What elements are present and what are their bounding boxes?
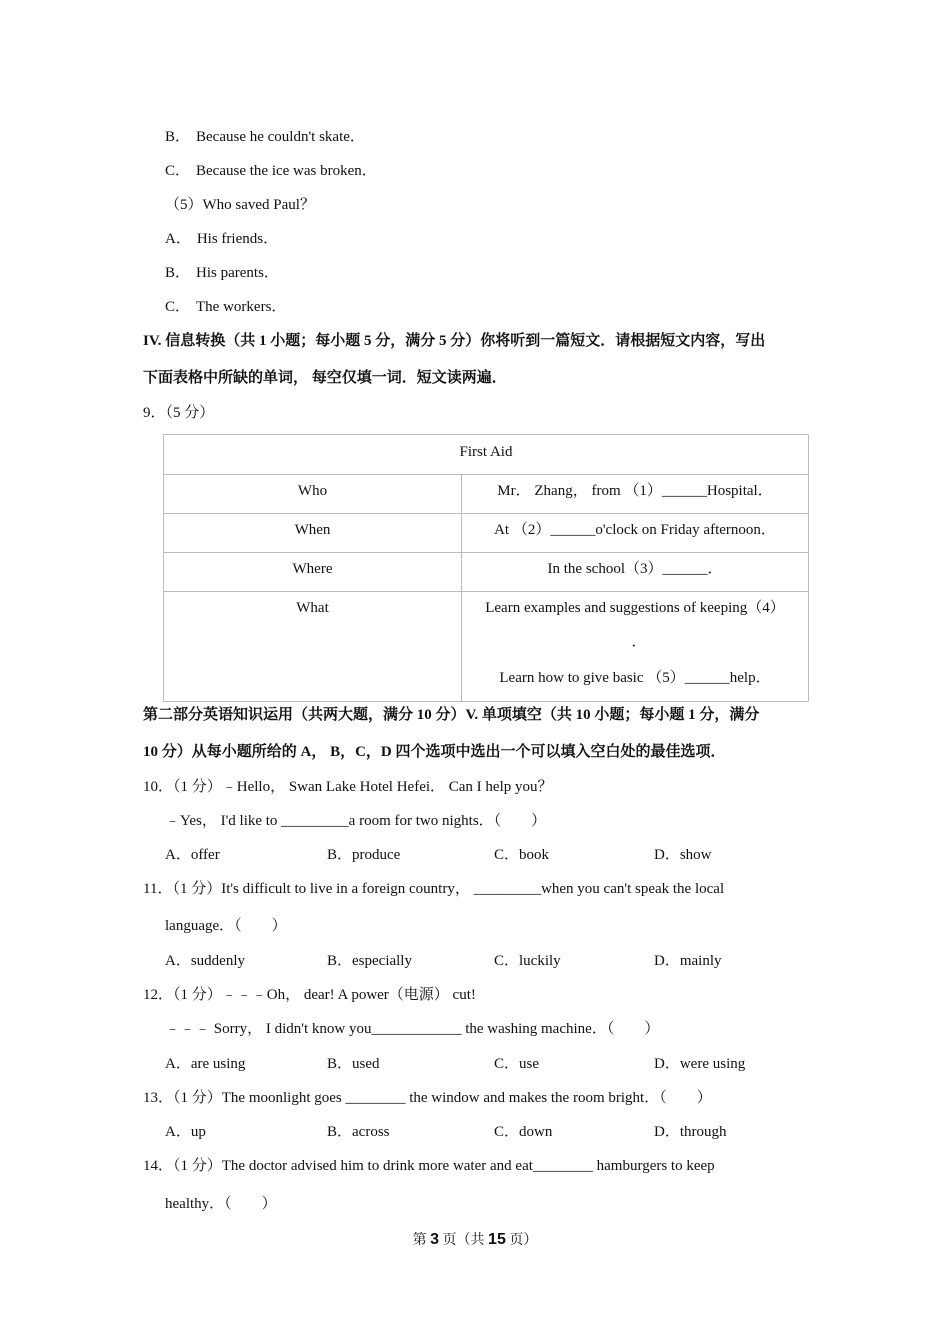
option-d[interactable]: D．mainly <box>654 953 722 969</box>
option-a[interactable]: A．suddenly <box>165 953 245 969</box>
question-stem-cont: healthy．（ ） <box>165 1196 277 1212</box>
table-value: At （2）______o'clock on Friday afternoon． <box>462 514 809 553</box>
option-b[interactable]: B．produce <box>327 847 401 863</box>
table-row <box>164 475 809 514</box>
option-b[interactable]: B．especially <box>327 953 412 969</box>
table-value: Mr． Zhang， from （1）______Hospital． <box>462 475 809 514</box>
table-label: When <box>164 514 462 553</box>
question-stem: 13．（1 分）The moonlight goes ________ the window and makes the room bright．（ ） <box>143 1090 712 1106</box>
question-stem-cont: language．（ ） <box>165 918 287 934</box>
section-heading-cont: 下面表格中所缺的单词， 每空仅填一词．短文读两遍． <box>143 370 507 386</box>
table-title-row <box>164 435 809 475</box>
option-line: C． The workers． <box>165 299 287 315</box>
option-c[interactable]: C．down <box>494 1124 553 1140</box>
option-c[interactable]: C．use <box>494 1056 540 1072</box>
table-label: Who <box>164 475 462 514</box>
question-stem-cont: ﹣﹣﹣ Sorry， I didn't know you____________ the washing machine．（ ） <box>165 1021 660 1037</box>
table-row <box>164 553 809 592</box>
option-d[interactable]: D．were using <box>654 1056 746 1072</box>
page-footer: 第 3 页（共 15 页） <box>412 1231 538 1248</box>
table-row <box>164 592 809 702</box>
option-a[interactable]: A．are using <box>165 1056 246 1072</box>
option-c[interactable]: C．luckily <box>494 953 561 969</box>
table-row <box>164 514 809 553</box>
table-value: In the school（3）______． <box>462 553 809 592</box>
option-c[interactable]: C．book <box>494 847 550 863</box>
option-a[interactable]: A．up <box>165 1124 206 1140</box>
question-stem-cont: ﹣Yes， I'd like to _________a room for two nights．（ ） <box>165 813 547 829</box>
first-aid-table <box>163 434 809 702</box>
option-line: C． Because the ice was broken． <box>165 163 377 179</box>
question-stem: 14．（1 分）The doctor advised him to drink more water and eat________ hamburgers to keep <box>143 1158 715 1174</box>
question-stem: 11．（1 分）It's difficult to live in a foreign country， _________when you can't speak the local <box>143 881 725 897</box>
question-number: 9．（5 分） <box>143 405 215 421</box>
question-stem: （5）Who saved Paul？ <box>165 197 315 213</box>
table-label: Where <box>164 553 462 592</box>
part-heading-cont: 10 分）从每小题所给的 A， B，C，D 四个选项中选出一个可以填入空白处的最佳选项． <box>143 744 726 760</box>
table-value-multi <box>462 592 809 702</box>
option-b[interactable]: B．across <box>327 1124 390 1140</box>
option-a[interactable]: A．offer <box>165 847 220 863</box>
page-total: 15 <box>488 1231 506 1248</box>
table-title: First Aid <box>164 435 809 475</box>
option-b[interactable]: B．used <box>327 1056 380 1072</box>
table-value-line: Learn examples and suggestions of keeping（4） <box>485 600 785 616</box>
page-number: 3 <box>430 1231 440 1248</box>
question-stem: 12．（1 分）﹣﹣﹣Oh， dear! A power（电源） cut! <box>143 987 476 1003</box>
table-label: What <box>164 592 462 702</box>
section-heading: IV. 信息转换（共 1 小题；每小题 5 分，满分 5 分）你将听到一篇短文．请根据短文内容，写出 <box>143 333 766 349</box>
option-line: B． Because he couldn't skate． <box>165 129 365 145</box>
question-stem: 10．（1 分）﹣Hello， Swan Lake Hotel Hefei． Can I help you？ <box>143 779 553 795</box>
part-heading: 第二部分英语知识运用（共两大题，满分 10 分）V. 单项填空（共 10 小题；每小题 1 分，满分 <box>143 707 760 723</box>
table-value-line: ． <box>631 634 647 650</box>
option-d[interactable]: D．show <box>654 847 712 863</box>
option-line: B． His parents． <box>165 265 279 281</box>
option-line: A． His friends． <box>165 231 279 247</box>
table-value-line: Learn how to give basic （5）______help． <box>499 670 771 686</box>
option-d[interactable]: D．through <box>654 1124 727 1140</box>
